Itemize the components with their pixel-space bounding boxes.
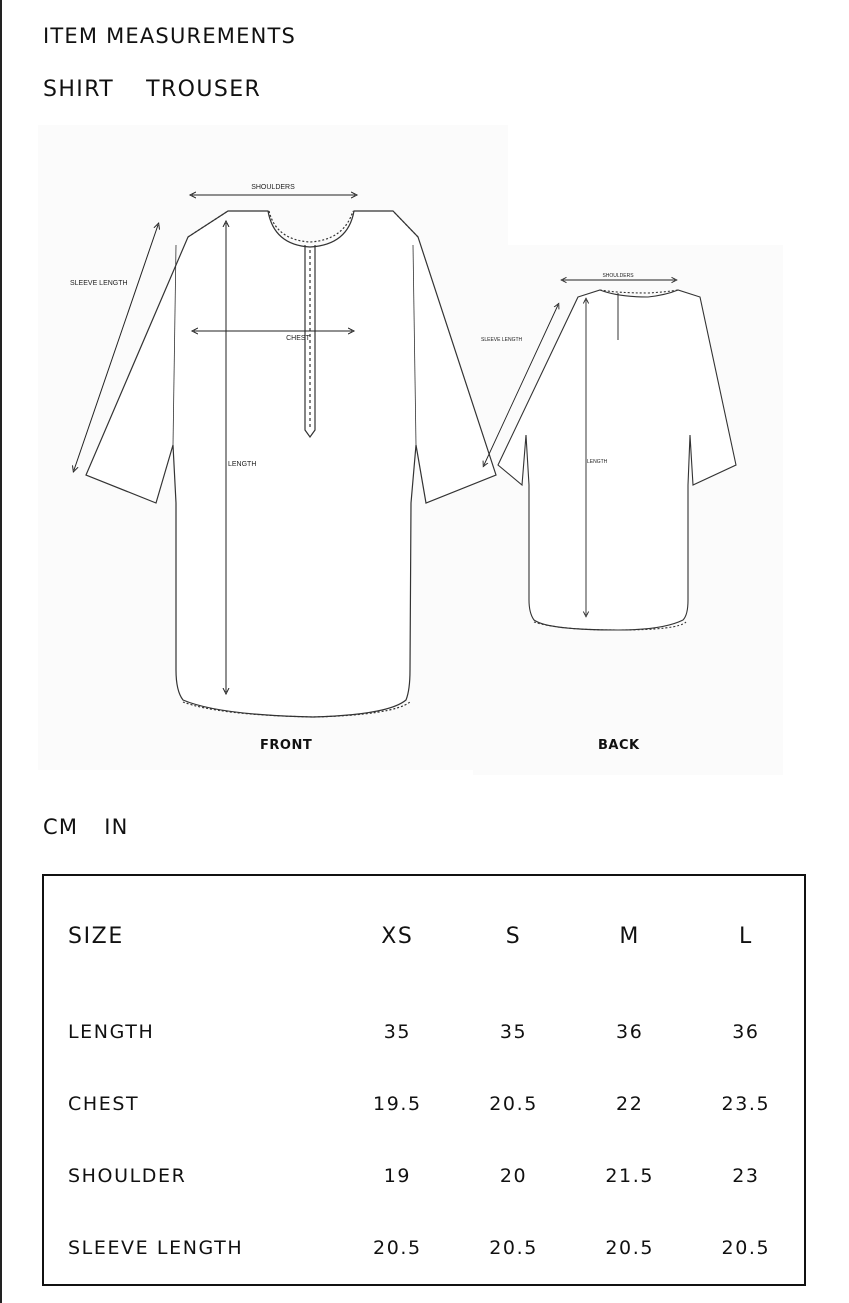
row-label-length: LENGTH — [68, 1021, 155, 1043]
front-garment-outline — [86, 211, 496, 717]
table-cell: 35 — [383, 1021, 412, 1043]
size-chart — [42, 874, 806, 1286]
table-cell: 23.5 — [721, 1093, 771, 1115]
row-label-shoulder: SHOULDER — [68, 1165, 187, 1187]
table-cell: 20.5 — [489, 1093, 538, 1115]
table-cell: 20.5 — [373, 1237, 422, 1259]
row-label-chest: CHEST — [68, 1093, 140, 1115]
table-cell: 21.5 — [605, 1165, 655, 1187]
size-l: L — [738, 923, 753, 949]
tab-trouser[interactable]: TROUSER — [146, 77, 262, 102]
garment-tabs — [43, 77, 261, 102]
table-cell: 20 — [499, 1165, 528, 1187]
size-header: SIZE — [68, 923, 124, 949]
front-caption: FRONT — [260, 738, 313, 753]
table-row — [44, 996, 804, 1068]
table-cell: 20.5 — [489, 1237, 538, 1259]
table-cell: 36 — [732, 1021, 760, 1043]
left-border — [0, 0, 2, 1303]
table-cell: 20.5 — [721, 1237, 771, 1259]
size-m: M — [619, 923, 640, 949]
measurement-diagram — [38, 125, 783, 775]
size-s: S — [505, 923, 522, 949]
tab-shirt[interactable]: SHIRT — [43, 77, 115, 102]
table-row — [44, 1068, 804, 1140]
table-cell: 20.5 — [605, 1237, 655, 1259]
size-xs: XS — [381, 923, 414, 949]
front-shoulders-label: SHOULDERS — [251, 184, 295, 191]
table-cell: 22 — [616, 1093, 644, 1115]
table-cell: 23 — [732, 1165, 760, 1187]
table-cell: 35 — [499, 1021, 528, 1043]
table-cell: 19.5 — [373, 1093, 422, 1115]
back-caption: BACK — [598, 738, 640, 753]
back-length-label: LENGTH — [587, 459, 608, 465]
table-row — [44, 1212, 804, 1284]
table-row — [44, 1140, 804, 1212]
back-shoulders-label: SHOULDERS — [602, 273, 634, 279]
table-cell: 19 — [383, 1165, 412, 1187]
row-label-sleeve-length: SLEEVE LENGTH — [68, 1237, 244, 1259]
back-garment-outline — [498, 290, 736, 630]
front-sleeve-label: SLEEVE LENGTH — [70, 280, 128, 287]
table-header-row — [44, 876, 804, 996]
unit-toggle — [43, 815, 129, 839]
table-cell: 36 — [616, 1021, 644, 1043]
unit-cm[interactable]: CM — [43, 815, 79, 839]
page-title: ITEM MEASUREMENTS — [43, 24, 297, 48]
front-length-label: LENGTH — [228, 461, 257, 468]
garment-sketch — [38, 125, 783, 775]
back-sleeve-label: SLEEVE LENGTH — [481, 337, 523, 343]
front-chest-label: CHEST — [286, 335, 310, 342]
unit-in[interactable]: IN — [104, 815, 129, 839]
